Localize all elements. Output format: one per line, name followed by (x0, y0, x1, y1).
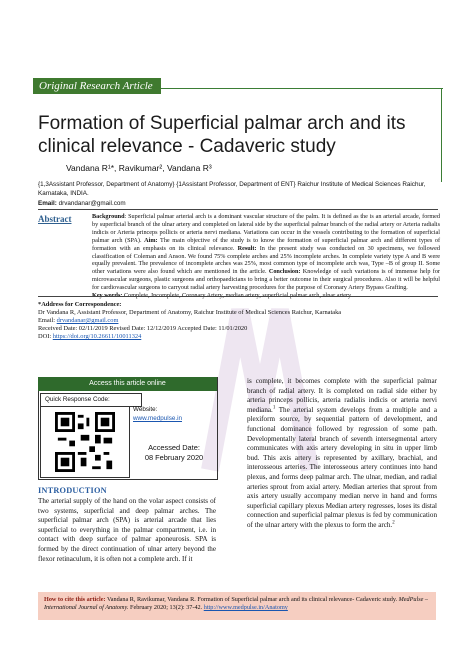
citation-url[interactable]: http://www.medpulse.in/Anatomy (203, 604, 288, 611)
citation-label: How to cite this article: (44, 596, 106, 603)
doi-label: DOI: (38, 333, 52, 340)
affiliation: {1,3Assistant Professor, Department of Anatomy} {1Assistant Professor, Department of ENT} Raichur Institute of Medical Sciences Raichur, Karnataka, INDIA. (38, 181, 426, 197)
citation-text: How to cite this article: Vandana R, Ravikumar, Vandana R. Formation of Superficial palmar arch and its clinical relevance- Cadaveric study. MedPulse – International Journal of Anatomy. February 2020; 13(2): 37-42. http://www.medpulse.in/Anatomy (44, 596, 429, 611)
accessed-date-label: Accessed Date: (148, 443, 200, 452)
article-title: Formation of Superficial palmar arch and its clinical relevance - Cadaveric study (38, 113, 406, 157)
correspondence-email-link[interactable]: drvandanar@gmail.com (56, 317, 119, 324)
accessed-date-value: 08 February 2020 (144, 453, 204, 462)
qr-code-icon[interactable] (55, 412, 115, 472)
introduction-right-text: is complete, it becomes complete with the superficial palmar branch of radial artery. It is completed on radial side either by arteria princeps pollicis, arteria radialis indicis or arteria nervi mediana.$^1$ The arterial system develops from a multiple and a plexiform source, by sequential pattern of development, and functional dominance followed by regression of some path. Developmentally lateral branch of seventh intersegmental artery communicates with axis artery developing in situ in upper limb bud. This axis artery is represented by axillary, brachial, and interosseous arteries. The interosseous artery continues into hand plexus, and forms deep palmar arch. The ulnar, median, and radial arteries sprout from axial artery. Median arteries that sprout from axis artery usually accompany median nerve in hand and forms superficial capillary plexus Median artery regresses, loses its distal connection and superficial palmar plexus is fed by communication of the ulnar artery with the plexus to form the arch.$^2$ (247, 377, 437, 529)
abstract-text: Background: Superficial palmar arterial arch is a dominant vascular structure of the palm. It is defined as the is an arterial arcade, formed by superficial branch of the ulnar artery and completed on lateral side by the superficial palmar branch of the radial artery or Arteria radialis indicis or Arteria princeps pollicis or arteria nervi mediana. Variations can occur in the vessels contributing to the formation of superficial palmar arch (SPA). Aim: The main objective of the study is to know the formation of superficial palmar arch and different types of formation with an emphasis on its clinical relevance. Result: In the present study was conducted on 30 specimens, we followed classification of Coleman and Anson. We found 75% complete arches and 25% incomplete arches. In complete variety type A and B were equally prevalent. The prevalence of incomplete arches was 25%, most common type of incomplete arch was, Type –B of group II. Some other variations were also found which are mentioned in the article. Conclusion: Knowledge of such variations is of immense help for microvascular surgeons, plastic surgeons and orthopaedicians to bring a better outcome in their surgical procedures. Also it will be helpful for cardiovascular surgeons to carryout radial artery harvesting procedures for the purpose of Coronary Artery Bypass Grafting. Key words: Complete, Incomplete, Coronary Artery, median artery, superficial palmar arch, ulnar artery. (92, 213, 441, 300)
article-dates: Received Date: 02/11/2019 Revised Date: 12/12/2019 Accepted Date: 11/01/2020 (38, 325, 248, 332)
header-bracket (441, 88, 442, 182)
correspondence-email-label: Email: (38, 317, 56, 324)
author-list: Vandana R¹*, Ravikumar², Vandana R³ (66, 163, 212, 173)
introduction-left-text: The arterial supply of the hand on the volar aspect consists of two systems, superficial and deep palmar arches. The superficial palmar arch (SPA) is arterial arcade that lies superficial to everything in the palmar compartment, i.e. in contact with deep surface of palmar aponeurosis. SPA is formed by the direct continuation of ulnar artery beyond the flexor retinaculum, it is often not a complete arch. If it (38, 497, 216, 563)
qr-code-box (40, 406, 130, 478)
website-link[interactable]: www.medpulse.in (133, 415, 182, 422)
website-block (133, 405, 182, 423)
abstract-label: Abstract (38, 214, 72, 224)
author-email (38, 200, 126, 207)
access-box-header: Access this article online (38, 377, 217, 391)
correspondence-block (38, 301, 438, 341)
email-value[interactable]: drvandanar@gmail.com (58, 200, 126, 207)
email-label: Email: (38, 200, 57, 207)
correspondence-address: Dr Vandana R, Assistant Professor, Department of Anatomy, Raichur Institute of Medical Sciences Raichur, Karnataka (38, 309, 342, 316)
accessed-date-block (133, 443, 215, 463)
introduction-heading: INTRODUCTION (38, 486, 107, 495)
article-type-tag: Original Research Article (33, 78, 161, 94)
website-label: Website: (133, 406, 158, 413)
qr-label: Quick Response Code: (40, 393, 142, 407)
divider-top (38, 209, 438, 210)
doi-link[interactable]: https://doi.org/10.26611/10011324 (52, 333, 142, 340)
correspondence-heading: *Address for Correspondence: (38, 301, 122, 308)
